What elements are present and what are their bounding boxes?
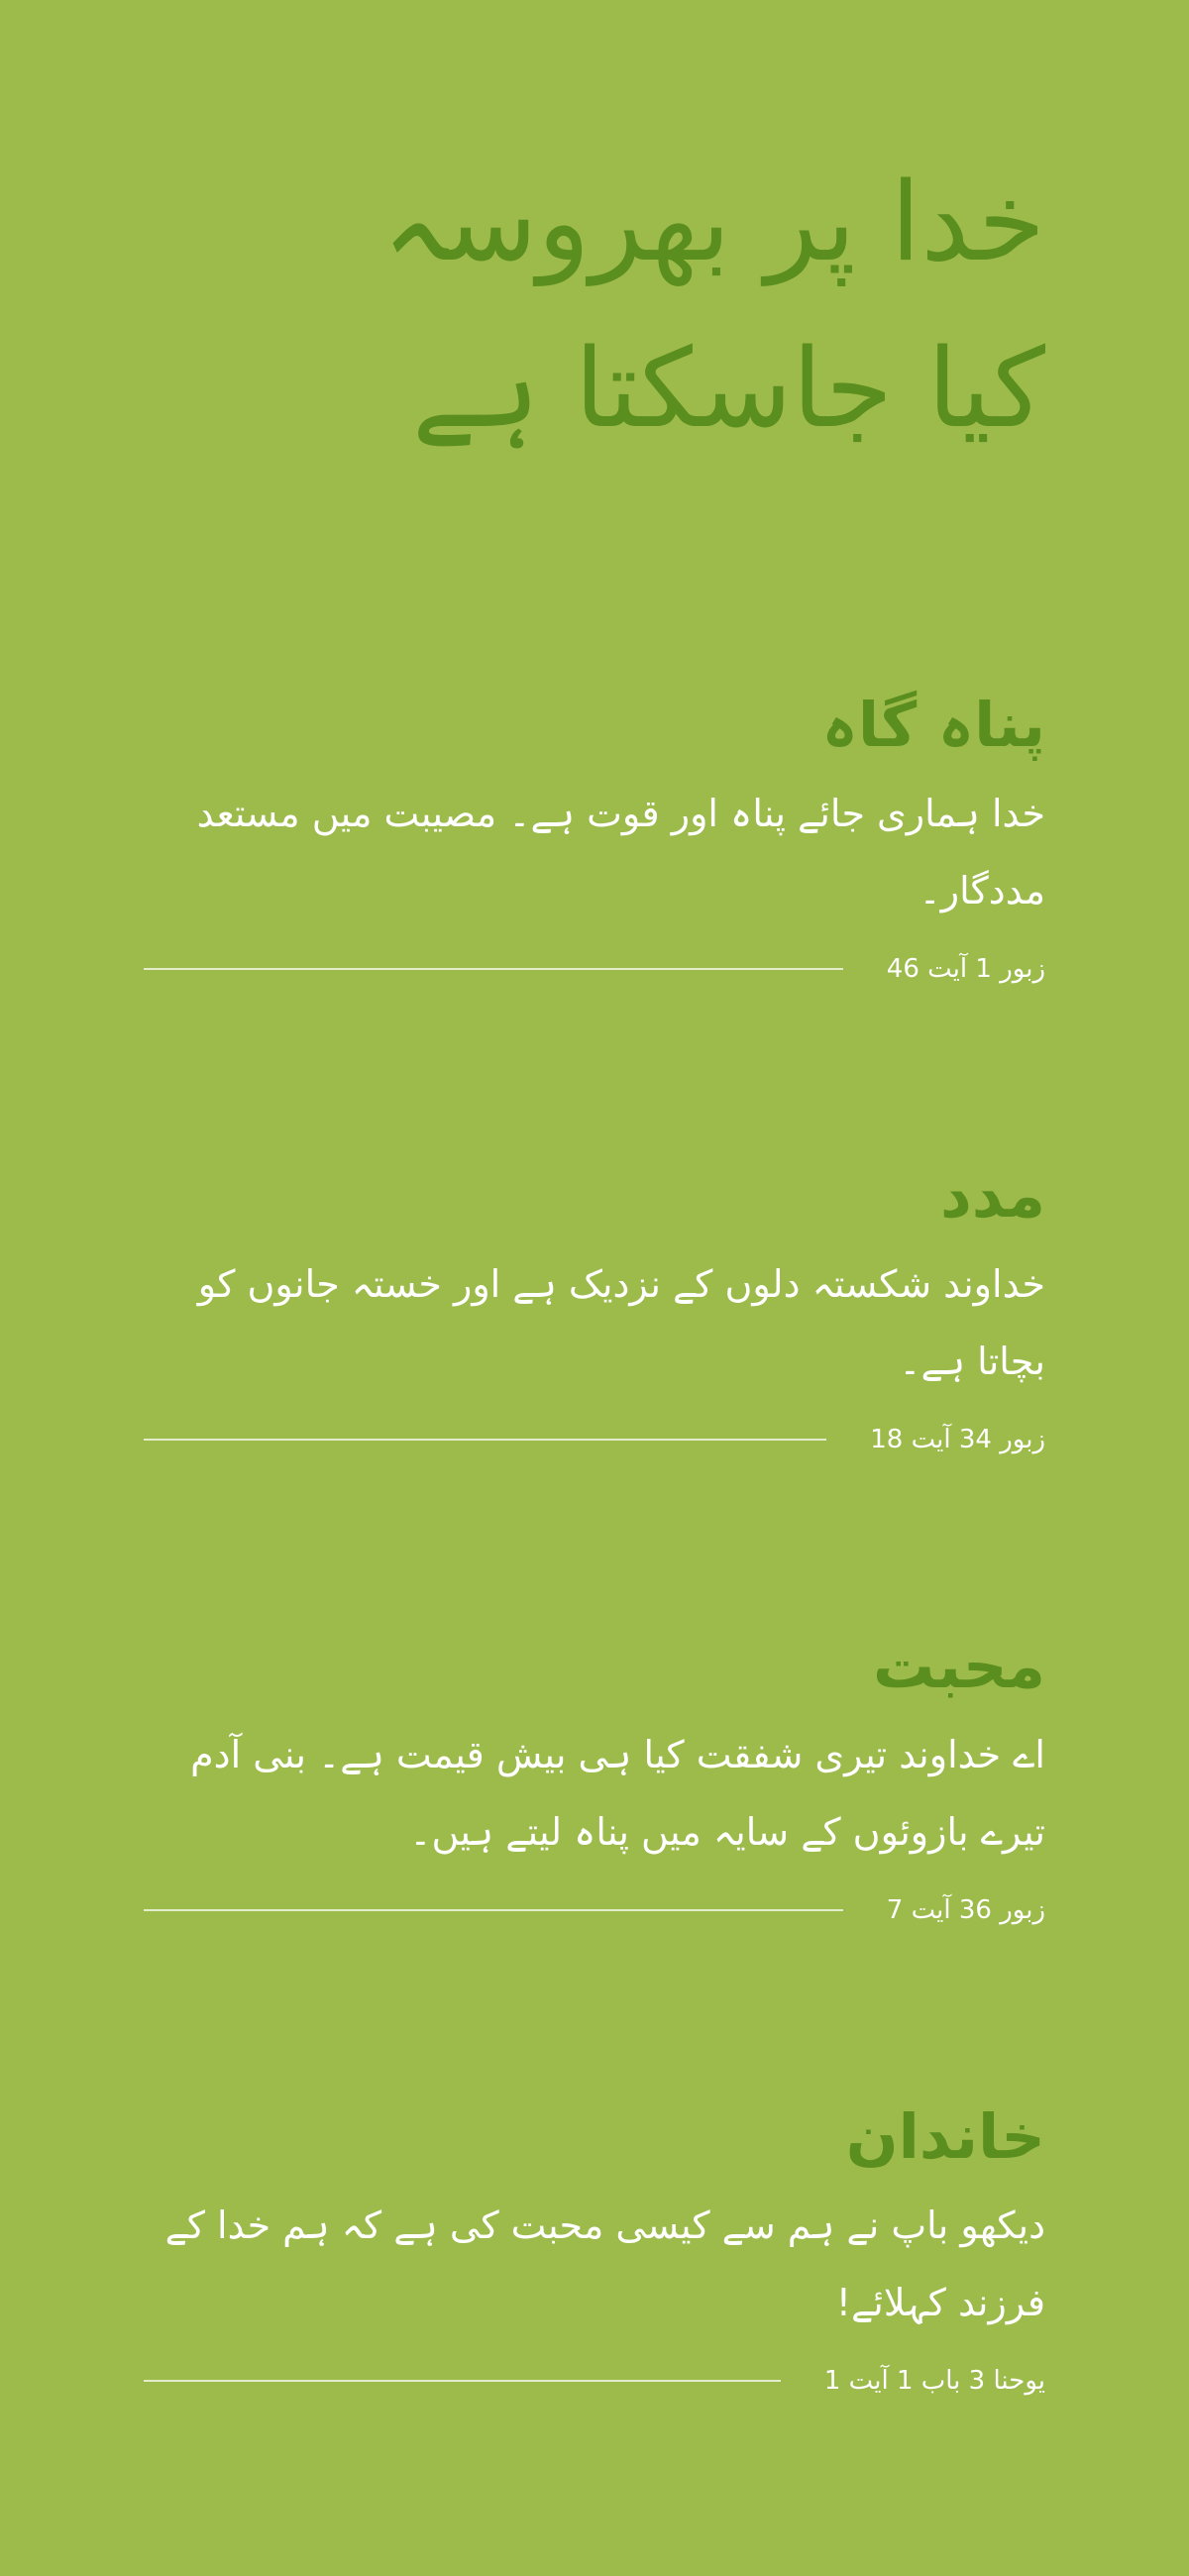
love-title: محبت [872,1630,1045,1702]
refuge-verse: خدا ہماری جائے پناہ اور قوت ہے۔ مصیبت میں مستعد مددگار۔ [196,792,1045,912]
help-reference-row [144,1420,1045,1459]
family-section [144,2095,1045,2401]
hero-title-line-1: خدا پر بھروسہ [381,159,1045,285]
hero-title [144,139,1045,472]
family-title: خاندان [845,2100,1045,2173]
family-verse: دیکھو باپ نے ہم سے کیسی محبت کی ہے کہ ہم خدا کے فرزند کہلائے! [164,2203,1045,2324]
family-reference-row [144,2361,1045,2401]
help-reference: زبور 34 آیت 18 [870,1425,1045,1454]
refuge-reference-row [144,949,1045,989]
help-title: مدد [939,1159,1045,1232]
help-section [144,1154,1045,1459]
love-reference: زبور 36 آیت 7 [886,1895,1045,1925]
love-reference-row [144,1890,1045,1930]
refuge-section [144,684,1045,989]
help-divider [144,1439,826,1441]
love-section [144,1625,1045,1930]
love-divider [144,1909,843,1911]
family-reference: یوحنا 3 باب 1 آیت 1 [823,2366,1045,2396]
love-verse: اے خداوند تیری شفقت کیا ہی بیش قیمت ہے۔ بنی آدم تیرے بازوئوں کے سایہ میں پناہ لیتے ہیں۔ [190,1733,1045,1854]
refuge-reference: زبور 1 آیت 46 [886,954,1045,984]
help-verse: خداوند شکستہ دلوں کے نزدیک ہے اور خستہ جانوں کو بچاتا ہے۔ [197,1262,1045,1383]
refuge-title: پناہ گاہ [821,689,1045,761]
hero-title-line-2: کیا جاسکتا ہے [411,325,1045,452]
refuge-divider [144,968,843,970]
family-divider [144,2380,781,2382]
